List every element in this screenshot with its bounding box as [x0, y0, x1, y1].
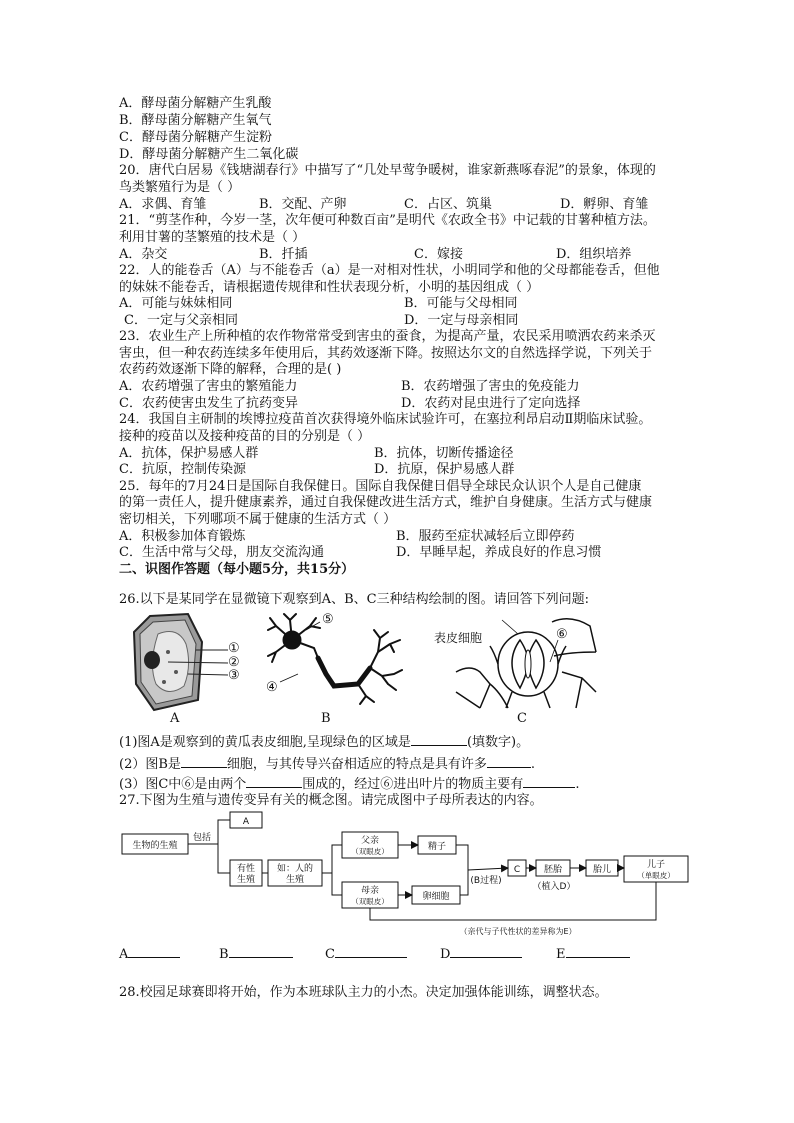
- label-ru-2: 生殖: [285, 875, 305, 885]
- figure-b-label: B: [321, 711, 331, 726]
- epidermal-cell-label: 表皮细胞: [434, 631, 483, 645]
- marker-1: ①: [228, 641, 240, 656]
- axon: [318, 658, 370, 686]
- q24-option-d: D．抗原，保护易感人群: [374, 462, 515, 477]
- q20-option-d: D．孵卵、育雏: [560, 197, 649, 212]
- q26-sub2: (2）图B是 细胞，与其传导兴奋相适应的特点是具有许多 .: [119, 757, 536, 772]
- q23-stem-1: 23．农业生产上所种植的农作物常常受到害虫的蚕食，为提高产量，农民采用喷洒农药来杀灭: [119, 329, 656, 344]
- q24-stem-2: 接种的疫苗以及接种疫苗的目的分别是（ ）: [119, 429, 371, 444]
- q26-answer-blank-4[interactable]: [246, 775, 302, 788]
- label-c: C: [513, 865, 521, 875]
- q21-option-b: B．扦插: [259, 247, 308, 262]
- q23-option-c: C．农药使害虫发生了抗药变异: [119, 396, 298, 411]
- label-zhiru: （植入D）: [532, 882, 576, 892]
- q27-blank-b[interactable]: [229, 945, 293, 958]
- q20-option-c: C．占区、筑巢: [404, 197, 492, 212]
- label-erzi-2: （单眼皮）: [637, 871, 675, 880]
- q25-stem-3: 密切相关，下列哪项不属于健康的生活方式（ ）: [119, 512, 397, 527]
- q24-option-c: C．抗原，控制传染源: [119, 462, 246, 477]
- q21-stem-1: 21．“剪茎作种，今岁一茎，次年便可种数百亩”是明代《农政全书》中记载的甘薯种植方法。: [119, 213, 656, 228]
- q26-sub1: (1)图A是观察到的黄瓜表皮细胞,呈现绿色的区域是 (填数字)。: [119, 735, 530, 750]
- label-luanxibao: 卵细胞: [422, 892, 450, 902]
- figure-b-neuron: [262, 612, 412, 712]
- label-muqin-2: （双眼皮）: [351, 897, 389, 906]
- label-youxing-2: 生殖: [236, 875, 256, 885]
- q27-answer-a: A: [119, 945, 180, 963]
- marker-4: ④: [266, 680, 278, 695]
- q25-option-c: C．生活中常与父母，朋友交流沟通: [119, 545, 324, 560]
- label-fuqin-2: （双眼皮）: [351, 847, 389, 856]
- label-fuqin-1: 父亲: [360, 836, 380, 846]
- epidermal-cell-outline: [456, 668, 508, 708]
- label-ru-1: 如：人的: [276, 864, 314, 874]
- q25-option-d: D．早睡早起，养成良好的作息习惯: [396, 545, 602, 560]
- q23-option-d: D．农药对昆虫进行了定向选择: [401, 396, 581, 411]
- label-shengwu: 生物的生殖: [132, 841, 178, 851]
- q27-intro: 27.下图为生殖与遗传变异有关的概念图。请完成图中子母所表达的内容。: [119, 793, 543, 808]
- q23-option-a: A．农药增强了害虫的繁殖能力: [119, 379, 298, 394]
- q27-answer-b: B: [219, 945, 293, 963]
- q28-stem: 28.校园足球赛即将开始，作为本班球队主力的小杰。决定加强体能训练，调整状态。: [119, 985, 608, 1000]
- q25-option-b: B．服药至症状减轻后立即停药: [396, 529, 575, 544]
- marker-6: ⑥: [556, 627, 568, 642]
- q27-answer-d: D: [440, 945, 522, 963]
- q27-blank-e[interactable]: [566, 945, 630, 958]
- q26-answer-blank-5[interactable]: [523, 775, 575, 788]
- q25-stem-2: 的第一责任人，提升健康素养，通过自我保健改进生活方式，维护自身健康。生活方式与健康: [119, 495, 653, 510]
- label-baokuo: 包括: [192, 833, 212, 843]
- label-erzi-1: 儿子: [646, 860, 666, 870]
- stoma-pore: [525, 650, 531, 678]
- q19-option-a: A．酵母菌分解糖产生乳酸: [119, 96, 272, 111]
- q26-sub3: (3）图C中⑥是由两个 围成的，经过⑥进出叶片的物质主要有 .: [119, 777, 580, 792]
- q22-stem-2: 的妹妹不能卷舌，请根据遗传规律和性状表现分析，小明的基因组成（ ）: [119, 280, 540, 295]
- q22-option-a: A．可能与妹妹相同: [119, 296, 233, 311]
- q24-stem-1: 24．我国自主研制的埃博拉疫苗首次获得境外临床试验许可，在塞拉利昂启动Ⅱ期临床试验。: [119, 412, 652, 427]
- figure-c-label: C: [517, 711, 527, 726]
- q26-answer-blank-3[interactable]: [487, 755, 531, 768]
- q27-concept-map: [118, 810, 718, 942]
- q20-option-b: B．交配、产卵: [259, 197, 347, 212]
- label-jingzi: 精子: [427, 842, 447, 852]
- label-taier: 胎儿: [592, 865, 612, 875]
- label-peitai: 胚胎: [543, 865, 563, 875]
- q27-blank-d[interactable]: [450, 945, 522, 958]
- q22-option-d: D．一定与母亲相同: [404, 313, 519, 328]
- nucleus: [144, 651, 160, 669]
- label-bguocheng: (B过程): [470, 876, 502, 886]
- q21-option-d: D．组织培养: [556, 247, 632, 262]
- q26-answer-blank-2[interactable]: [181, 755, 227, 768]
- q25-option-a: A．积极参加体育锻炼: [119, 529, 246, 544]
- q27-answer-c: C: [325, 945, 407, 963]
- label-a: A: [242, 817, 250, 827]
- q23-option-b: B．农药增强了害虫的免疫能力: [401, 379, 580, 394]
- q27-blank-c[interactable]: [335, 945, 407, 958]
- label-note: （亲代与子代性状的差异称为E）: [459, 927, 577, 936]
- q19-option-c: C．酵母菌分解糖产生淀粉: [119, 130, 272, 145]
- q24-option-b: B．抗体，切断传播途径: [374, 446, 514, 461]
- label-muqin-1: 母亲: [360, 886, 380, 896]
- q21-option-a: A．杂交: [119, 247, 168, 262]
- q22-option-c: C．一定与父亲相同: [124, 313, 238, 328]
- q22-option-b: B．可能与父母相同: [404, 296, 518, 311]
- q20-stem-1: 20．唐代白居易《钱塘湖春行》中描写了“几处早莺争暖树，谁家新燕啄春泥”的景象，体现的: [119, 163, 656, 178]
- q24-option-a: A．抗体，保护易感人群: [119, 446, 259, 461]
- section2-title: 二、识图作答题（每小题5分，共15分）: [119, 562, 355, 577]
- q27-blank-a[interactable]: [128, 945, 180, 958]
- q26-intro: 26.以下是某同学在显微镜下观察到A、B、C三种结构绘制的图。请回答下列问题:: [119, 592, 589, 607]
- marker-5: ⑤: [322, 612, 334, 627]
- q19-option-d: D．酵母菌分解糖产生二氧化碳: [119, 147, 299, 162]
- q21-stem-2: 利用甘薯的茎繁殖的技术是（ ）: [119, 230, 306, 245]
- figure-a-label: A: [170, 711, 180, 726]
- q21-option-c: C．嫁接: [414, 247, 463, 262]
- q27-answer-e: E: [556, 945, 630, 963]
- marker-2: ②: [228, 655, 240, 670]
- label-youxing-1: 有性: [236, 864, 256, 874]
- q23-stem-3: 农药药效逐渐下降的解释，合理的是( ): [119, 362, 342, 377]
- q25-stem-1: 25．每年的7月24日是国际自我保健日。国际自我保健日倡导全球民众认识个人是自己健康: [119, 479, 642, 494]
- q19-option-b: B．酵母菌分解糖产生氧气: [119, 113, 272, 128]
- q26-answer-blank-1[interactable]: [411, 733, 467, 746]
- q23-stem-2: 害虫，但一种农药连续多年使用后，其药效逐渐下降。按照达尔文的自然选择学说，下列关于: [119, 346, 653, 361]
- q20-stem-2: 鸟类繁殖行为是（ ）: [119, 180, 241, 195]
- figure-c-stomata: [450, 612, 600, 712]
- q22-stem-1: 22．人的能卷舌（A）与不能卷舌（a）是一对相对性状，小明同学和他的父母都能卷舌，但他: [119, 263, 660, 278]
- q20-option-a: A．求偶、育雏: [119, 197, 207, 212]
- marker-3: ③: [228, 668, 240, 683]
